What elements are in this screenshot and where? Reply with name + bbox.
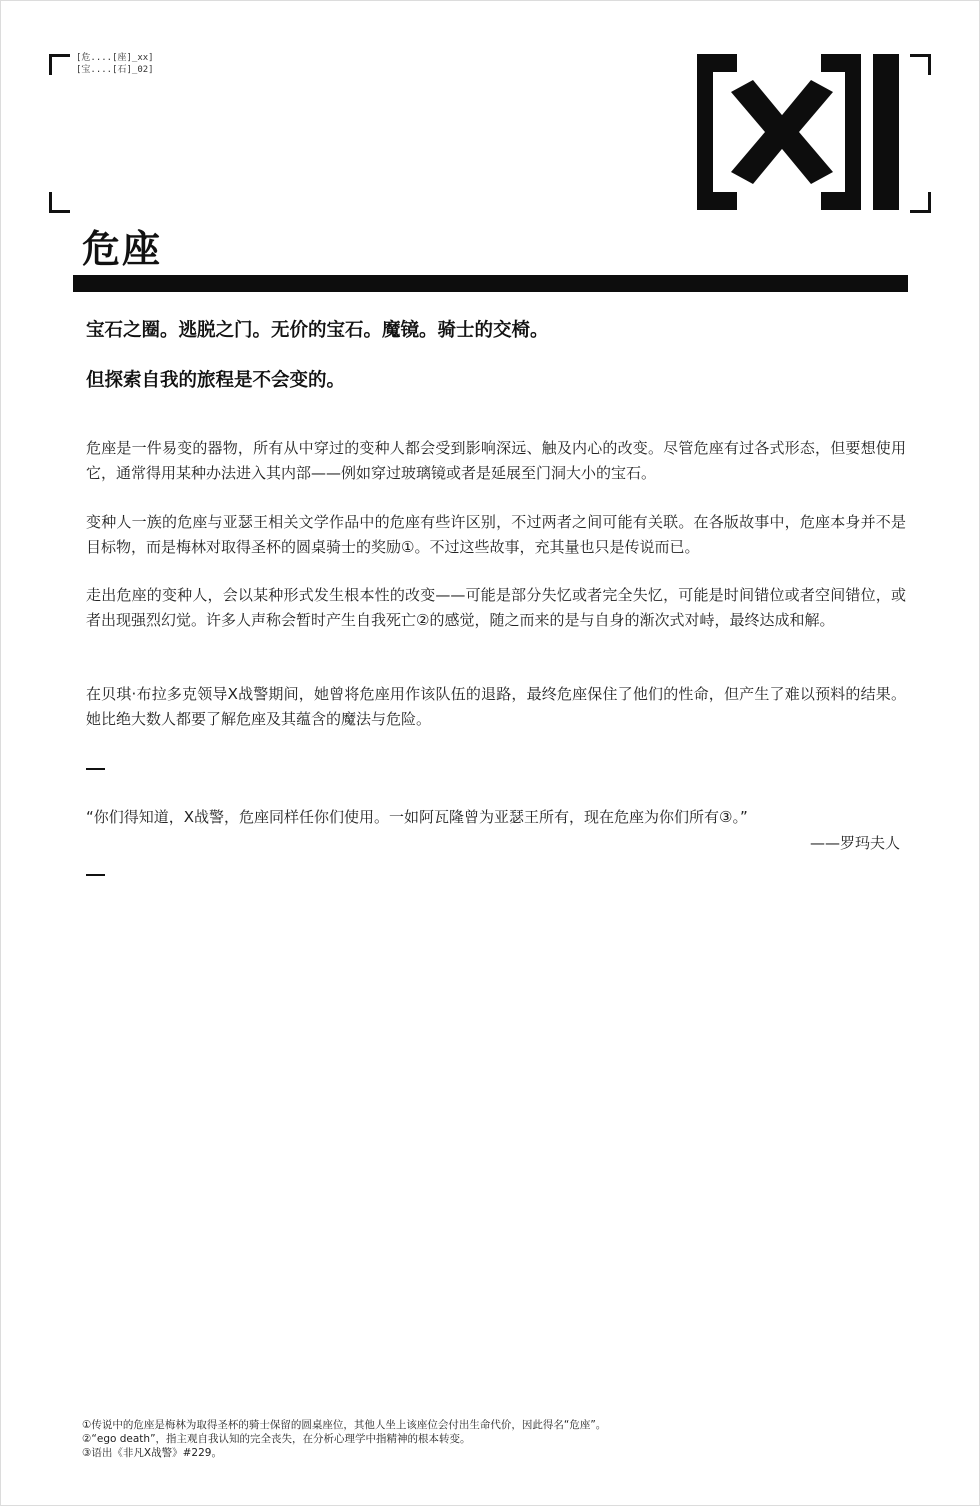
corner-bracket-bottom-right bbox=[910, 192, 931, 213]
tagline-2: 但探索自我的旅程是不会变的。 bbox=[86, 370, 346, 391]
body-paragraph-3: 走出危座的变种人，会以某种形式发生根本性的改变——可能是部分失忆或者完全失忆，可能是时间错位或者空间错位，或者出现强烈幻觉。许多人声称会暂时产生自我死亡②的感觉，随之而来的是与自身的渐次式对峙，最终达成和解。 bbox=[86, 586, 906, 629]
corner-bracket-bottom-left bbox=[49, 192, 70, 213]
footnote-2: ②“ego death”，指主观自我认知的完全丧失，在分析心理学中指精神的根本转变。 bbox=[82, 1433, 471, 1445]
quote-divider-bottom bbox=[86, 874, 105, 876]
code-line-1: [危....[座]_xx] bbox=[76, 53, 154, 63]
x-men-logo-icon bbox=[697, 54, 899, 210]
body-paragraph-4: 在贝琪·布拉多克领导X战警期间，她曾将危座用作该队伍的退路，最终危座保住了他们的性命，但产生了难以预料的结果。她比绝大数人都要了解危座及其蕴含的魔法与危险。 bbox=[86, 685, 906, 728]
quote-attribution: ——罗玛夫人 bbox=[809, 834, 900, 852]
quote-text: “你们得知道，X战警，危座同样任你们使用。一如阿瓦隆曾为亚瑟王所有，现在危座为你们所有③。” bbox=[86, 808, 748, 826]
title-underline-bar bbox=[73, 275, 908, 292]
footnotes bbox=[82, 1418, 902, 1460]
code-label bbox=[76, 52, 154, 76]
body-paragraph-2: 变种人一族的危座与亚瑟王相关文学作品中的危座有些许区别，不过两者之间可能有关联。在各版故事中，危座本身并不是目标物，而是梅林对取得圣杯的圆桌骑士的奖励①。不过这些故事，充其量也只是传说而已。 bbox=[86, 513, 906, 556]
logo-left-bracket bbox=[697, 54, 737, 210]
quote-divider-top bbox=[86, 768, 105, 770]
logo-x-mark bbox=[731, 80, 833, 184]
logo-bar bbox=[873, 54, 899, 210]
footnote-3: ③语出《非凡X战警》#229。 bbox=[82, 1447, 222, 1459]
tagline-1: 宝石之圈。逃脱之门。无价的宝石。魔镜。骑士的交椅。 bbox=[86, 320, 549, 341]
corner-bracket-top-left bbox=[49, 54, 70, 75]
corner-bracket-top-right bbox=[910, 54, 931, 75]
body-paragraph-1: 危座是一件易变的器物，所有从中穿过的变种人都会受到影响深远、触及内心的改变。尽管危座有过各式形态，但要想使用它，通常得用某种办法进入其内部——例如穿过玻璃镜或者是延展至门洞大小的宝石。 bbox=[86, 439, 906, 482]
code-line-2: [宝....[石]_02] bbox=[76, 65, 154, 75]
page-title: 危座 bbox=[82, 227, 163, 271]
logo-right-bracket bbox=[821, 54, 861, 210]
footnote-1: ①传说中的危座是梅林为取得圣杯的骑士保留的圆桌座位，其他人坐上该座位会付出生命代价，因此得名“危座”。 bbox=[82, 1419, 607, 1431]
